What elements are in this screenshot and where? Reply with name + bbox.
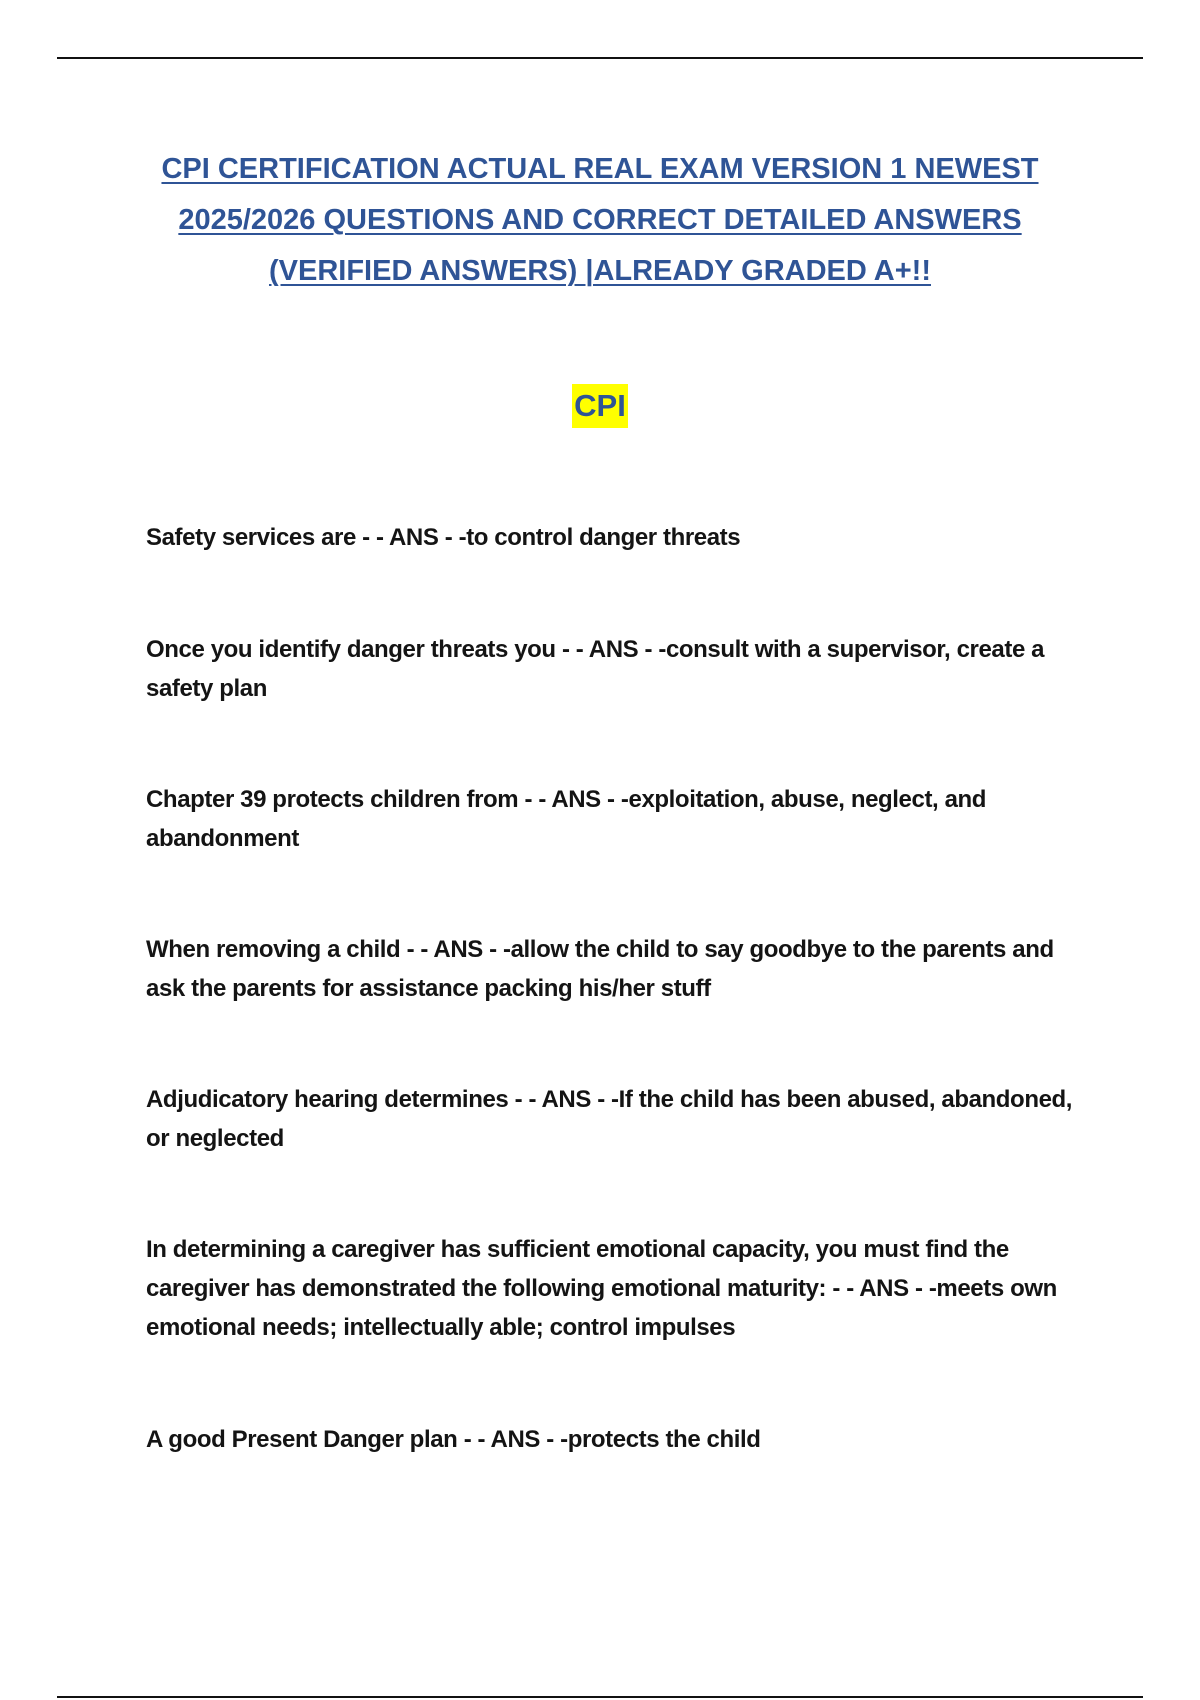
qa-item: Adjudicatory hearing determines - - ANS - -If the child has been abused, abandoned, or neglected — [146, 1086, 1073, 1152]
section-heading-label: CPI — [572, 384, 628, 428]
title-line-2: 2025/2026 QUESTIONS AND CORRECT DETAILED ANSWERS — [178, 204, 1022, 236]
title-line-3: (VERIFIED ANSWERS) |ALREADY GRADED A+!! — [269, 255, 931, 287]
qa-item: Safety services are - - ANS - -to control danger threats — [146, 524, 741, 551]
qa-item: Chapter 39 protects children from - - ANS - -exploitation, abuse, neglect, and abandonment — [146, 786, 987, 852]
document-title — [130, 144, 1070, 297]
qa-item: When removing a child - - ANS - -allow the child to say goodbye to the parents and ask the parents for assistance packing his/her stuff — [146, 936, 1054, 1002]
bottom-rule — [57, 1696, 1143, 1698]
qa-item: In determining a caregiver has sufficient emotional capacity, you must find the caregiver has demonstrated the following emotional maturity: - - ANS - -meets own emotional needs; intellectually able; control impulses — [146, 1236, 1057, 1341]
title-line-1: CPI CERTIFICATION ACTUAL REAL EXAM VERSION 1 NEWEST — [161, 153, 1039, 185]
section-heading — [0, 384, 1200, 428]
qa-item: A good Present Danger plan - - ANS - -protects the child — [146, 1426, 761, 1453]
qa-item: Once you identify danger threats you - - ANS - -consult with a supervisor, create a safety plan — [146, 636, 1045, 702]
top-rule — [57, 57, 1143, 59]
